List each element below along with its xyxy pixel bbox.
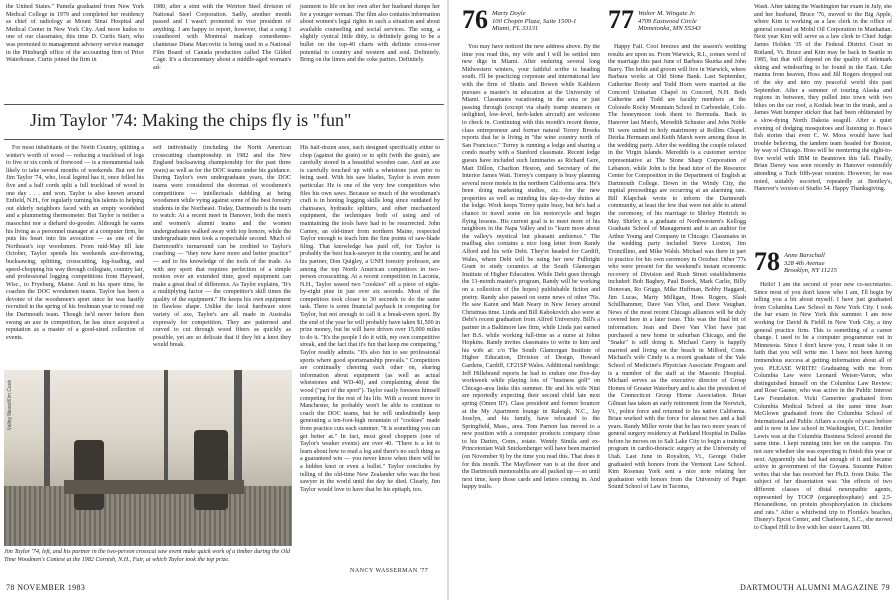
- article-column-2: self individually (including the North American crosscutting championship in 1982 and the New England bucksawing championship for the past three years) as well as for the DOC teams under his guidance. During Taylor's own undergraduate years, the DOC teams were considered the doormat of woodsmen's competitions — intellectuals dabbling at being woodsmen while vying against some of the best forestry students in the Northeast. Today, Dartmouth is the team to watch: At a recent meet in Hanover, both the men's and women's alumni teams and the women undergraduates walked away with top honors, while the undergraduate men took a respectable second. Much of Dartmouth's turnaround can be credited to Taylor's coaching — "they now have more and better practice" — and to his knowledge of the tools of the trade. As with any sport that requires perfection of a simple motion over an extended time, good equipment can make a great deal of difference. As Taylor explains, "It's a multiplying factor — the competitor's skill times the quality of the equipment." He keeps his own equipment in flawless shape. Unlike the local hardware store variety of axe, Taylor's are all made in Australia expressly for competition. They are patterned and curved to cut through wood fibers as quickly as possible, yet are so delicate that if they hit a knot they would break.: [153, 145, 291, 349]
- article-column-3: His half-dozen axes, each designed specifically either to chop (against the grain) or to split (with the grain), are carefully stored in a beautiful wooden case. And an axe is carefully touched up with a whetstone just prior to being used. With his saw blades, Taylor is even more particular. He is one of the very few competitors who files his own saws. Because so much of the woodsman's craft is in honing logging skills long since outdated by chainsaws, hydraulic splitters, and other mechanized equipment, the techniques both of using and of maintaining the tools have had to be resurrected. John Carney, an old-timer from northern Maine, respected Taylor enough to teach him the fine points of saw-blade filing. That knowledge has paid off, for Taylor is probably the best buck-sawyer in the country, and he and his partner, Don Quigley, a UNH forestry professor, are among the top North American competitors in two-person crosscutting. At a recent competition in Laconia, N.H., Taylor sawed two "cookies" off a piece of eight-by-eight pine in just over six seconds. Most of the competitors took closer to 30 seconds to do the same task. There is some financial payback in competing for Taylor, but not enough to call it a break-even sport. By the end of the year he will probably have taken $1,500 in prize money, but he will have driven over 15,000 miles to do it. "It's the people I do it with, my own competitive streak, and the fact that it's fun that keep me competing," Taylor readily admits. "It's also fun to see professional sports where good sportsmanship prevails." Competitors are continually cheering each other on, sharing information about equipment (as well as actual whetstones and WD-40), and complaining about the wood ("part of the sport"). Taylor easily foresees himself competing for the rest of his life. With a recent move to Manchester, he probably won't be able to continue to coach the DOC teams, but he will undoubtedly keep generating a ten-foot-high mountain of "cookies" made from practice cuts each summer. "It is something you can get better at." In fact, most good choppers (one of Taylor's weaker events) are over 40. "There is a lot to learn about how to read a log and there's no such thing as a guaranteed win — you never know when there will be a hidden knot or even a bullet." Taylor concludes by telling of the old-time New Zealander who was the best sawyer in the world until the day he died. Clearly, Jim Taylor would love to have that be his epitaph, too.: [300, 145, 440, 493]
- page-folio: 78 NOVEMBER 1983: [6, 583, 86, 592]
- class-number: 78: [754, 247, 780, 276]
- class-76-column: You may have noticed the new address above. By the time you read this, my wife and I will be settled into new digs in Miami. After enduring several long Midwestern winters, your faithful scribe is heading south. I'll be practicing corporate and international law with the firm of Shutts and Bowen while Kathleen pursues a master's in education at the University of Miami. Classmates vacationing in the area or just passing through (except via shady tramp steamers or unlighted, low-level, herb-laden aircraft) are welcome to check in. Continuing with this month's recent theme, class entrepreneur and former natural Torrey Brooks reports that he is living in "the wine country north of San Francisco." Torrey is running a lodge and sharing a condo nearby with a Stanford classmate. Recent lodge guests have included such luminaries as Richard Gere, Matt Dillon, Charlton Heston, and Secretary of the Interior James Watt. Torrey's company is busy planning several more motels in the northern California area. He's been doing marketing studies, etc. for the new properties as well as minding his day-to-day duties at the lodge. Work keeps Torrey quite busy, but he's had a chance to travel some on his motorcycle and begin flying lessons. His current goal is to meet more of his neighbors in the Napa Valley and to "learn more about the valley's mystical but pleasant ambience." The mailbag also contains a nice long letter from Randy Alford and his wife Debi. They're headed for Cardiff, Wales, where Debi will be using her new Fulbright Grant to study ceramics at the South Glamorgan Institute of Higher Education. While Debi goes through the 13-month master's program, Randy will be working on a collection of (he hopes) publishable fiction and poetry. Randy also passed on some news of other '76s. He saw Karen and Matt Neary in New Jersey around Christmas time. Linda and Bill Kabokovich also were at Debi's recent graduation from Alfred University. Bill's a partner in a Baltimore law firm, while Linda just earned her B.S. while working full-time as a nurse at Johns Hopkins. Randy invites classmates to write to him and his wife at: c/o The South Glamorgan Institute of Higher Education, Division of Design, Howard Gardens, Cardiff, CF21SP Wales. Additional ramblings: Jeff Hillebrand reports he had to endure one five-day workweek while playing lots of "business golf" on Chicago-area links this summer. He and his wife Nini are reportedly expecting their second child late next spring (Omen II?). Class president and former bouncer at the My Apartment lounge in Raleigh, N.C., Jay Joselyn, and his family, have relocated to the Springfield, Mass., area. Tom Parnon has moved to a new position with a computer products company close to his Darien, Conn., estate. Wendy Simila and ex-Princetonian Walt Snickenberger will have been married (on November 9) by the time you read this. That does it for this month. The Mayflower van is at the door and the Dartmouth memorabilia are all packed up — so until next time, keep those cards and letters coming in. And happy trails.: [462, 44, 600, 491]
- class-78-column: Hello! I am the second of your new co-secretaries. Since most of you don't know who I am, I'll begin by telling you a bit about myself. I have just graduated from Columbia Law School in New York City. I took the bar exam in New York this summer. I am now working for David & Fieldl in New York City, a tiny general practice firm. This is something of a career change. I used to be a computer programmer out in Minnesota. Since I don't know you, I must take it on faith that you will write me. I have not been having tremendous success at getting information about all of you. PLEASE WRITE! Graduating with me from Columbia Law were Leonard Weiser-Varon, who distinguished himself on the Columbia Law Review; and Rose Gasner, who was active in the Public Interest Law Foundation. Vicki Camerino graduated from Columbia Medical School at the same time Joan McGlown graduated from the Columbia School of International and Public Affairs a couple of years before and is now in law school in Washington, D.C. Jennifer Lewis was at the Columbia Business School around the same time. I kept running into her on the campus. I'm not sure whether she was expecting to finish this year or next. Apparently she had had enough of it and became active in government of the Guyana. Suzanne Patton writes that she has received her Ph.D. from Duke. The subject of her dissertation was "the effects of two different classes of distal neuropathic agents, represented by TOCP (organophosphate) and 2,5-Hexanedione, on protein phosphorylation in chickens and rats." After a whirlwind trip to Florida's beaches, Disney's Epcot Center, and Charleston, S.C., she moved to Chapel Hill to live with her sister Lauren '80.: [754, 282, 892, 531]
- class-76-header: [462, 5, 577, 34]
- class-77-header: [608, 5, 701, 34]
- author-byline: NANCY WASSERMAN '77: [350, 568, 429, 574]
- page-gutter: [447, 0, 449, 600]
- class-secretary: Walter M. Wingate Jr. 4709 Eastwood Circle Minnetonka, MN 55343: [638, 10, 701, 33]
- article-headline: Jim Taylor '74: Making the chips fly is "fun": [30, 110, 352, 130]
- column-text: justment to life on her own after her husband dumps her for a younger woman. The film also contains information about women's legal rights in such a situation and about available counseling and social services. The song, a slightly cynical little ditty, is definitely going to be a bullet on the top-40 charts with definite cross-over potential to country and western and soul. Definitely. Bring on the limos and the coke parties. Definitely.: [300, 4, 440, 64]
- class-secretary: Marty Doyle 100 Chopin Plaza, Suite 1500-1 Miami, FL 33131: [492, 10, 577, 33]
- class-78-header: [754, 247, 837, 276]
- divider: [4, 104, 444, 105]
- article-photo: [4, 370, 292, 546]
- article-column-1: For most inhabitants of the North Country, splitting a winter's worth of wood — reducing a trackload of logs to five or six cords of firewood — is a monumental task likely to take several months of weekends. But not for Jim Taylor '74, who, local legend has it, once felled his five and a half cords split a full truckload of wood in one day . . . and won. Taylor is also known around Enfield, N.H., for regularly turning his talents to helping out elderly neighbors faced with an empty woodshed and a plummeting thermometer. But Taylor is neither a masochist nor a diehard do-gooder. Although he earns his living as a personnel manager at a computer firm, he puts his heart into his avocation — as one of the Northeast's top woodsmen. From mid-May till late October, Taylor spends his weekends axe-throwing, bucksawing, splitting, crosscutting, log-loading, and speed-chopping his way through collegiate, country fair, and professional logging competitions from Hayward, Wisc., to Fryeburg, Maine. And in his spare time, he coaches the DOC woodsmen teams. Taylor has been a devotee of the woodsmen's sport since he was hastily recruited in the spring of his freshman year to round out the Dartmouth team. Though he'd never before then swung an axe in competition, he has since acquired a reputation as a master of a good-sized collection of events.: [6, 145, 144, 341]
- divider: [4, 139, 444, 140]
- class-77-column: Happy Fall. Cool breezes and the season's wedding results are upon us. From Warwick, R.I., comes word of the marriage this past June of Barbara Skurka and John Barry. The bride and groom will live in Warwick, where Barbara works at Old Stone Bank. Last September, Catherine Booty and Todd Horn were married at the Concord Unitarian Chapel in Concord, N.H. Both Catherine and Todd are faculty members at the Colorado Rocky Mountain School in Carbondale, Colo. The honeymoon took them to Bermuda. Back in Hanover last March, Meredith Schuster and John Noble '81 were united in holy matrimony at Rollins Chapel. Deirka Hermann and Keith Marsh were among those in the wedding party. After the wedding the couple relaxed in the Virgin Islands. Meredith is a customer service representative at The Stone Sharp Corporation of Lebanon, while John is the head tutor of the Resource Center for Composition in the Department of English at Dartmouth College. Down in the Windy City, the nuptial proceedings are occurring at an alarming rate. Bill Klapchak wrote to inform the Dartmouth community, at least the few that were not able to attend the ceremony, of his marriage to Shirley Hettrich in May. Shirley is a graduate of Northwestern's Kellogg Graduate School of Management and is an auditor for Arthur Young and Company in Chicago. Classmates in the wedding party included Steve Loxton, Jim Tronzillino, and Mike Walsh. Michael was there in part to practice for his own ceremony in October. Other '77s who were present for the weekend's instant economic recovery of Division and Rush Street establishments included: Bob Baghey, Paul Boeck, Mark Carlie, Billy Donovan, Ro Griggs, Mike Huffman, Bobby Haggard, Jim Lucas, Marty Milligan, Hoss Rogers, Slash Schillhammer, Dave Van Vliet, and Dave Vaughan. News of the most recent Chicago alliances will be duly covered here in a later issue. This was the final bit of information. Jean and Dave Van Vliet have just purchased a new home in suburban Chicago, and the "Snake" is still doing it. Michael Carey is happily married and living on the beach in Milford, Conn. Michael's wife Cindy is a recent graduate of the Yale School of Medicine's Physician Associate Program and is a member of the staff at the Masonic Hospital. Michael serves as the executive director of Group Homes of Greater Waterbury and is also the president of the Connecticut Group Home Association. Brian Gilman has taken an early retirement from the Norwich, Vt., police force and returned to his native California. Brian worked with the force for almost two and a half years. Randy Miller wrote that he has two more years of general surgery residency at Parkland Hospital in Dallas before he moves on to Salt Lake City to begin a training program in cardio-thoracic surgery at the University of Utah. Last June in Royalton, Vt., George Ostler graduated with honors from the Vermont Law School. Kim Rosenau York sent a nice note relating her graduation with honors from the University of Puget Sound School of Law in Tacoma,: [608, 44, 746, 491]
- page-folio: DARTMOUTH ALUMNI MAGAZINE 79: [739, 583, 890, 592]
- column-text: the United States." Pamela graduated from New York Medical College in 1979 and completed her residency as chief of radiology at Mount Sinai Hospital and Medical Center in New York City. And more kudos to one of our classmates, this time D. Curtis Starr, who was promoted to management advisory service manager in the Pittsburgh office of the accounting firm of Price Waterhouse. Curtis joined the firm in: [6, 4, 144, 64]
- class-77-continued: Wash. After taking the Washington bar exam in July, she and her husband, Bruce '76, moved to the Big Apple, where Kim is working as a law clerk in the office of general counsel at Mobil Oil Corporation in Manhattan. Next year Kim will serve as a law clerk to Chief Judge James Holden '35 of the Federal District Court in Rutland, Vt. Bruce and Kim may be back in Seattle in 1985, but that will depend on the quality of telemark skiing and windsurfing to be found in the East. Like manna from heaven, Hoss and Jill Rogers dropped out of the sky and into my peaceful world this past September. After a summer of touring Alaska and regions in between, they pulled into town with two bikes on the car roof, a Kodiak bear in the trunk, and a James Watt bumper sticker that had been obliterated by a slow-dying North Dakota seagull. After a quiet evening of dodging mosquitoes and listening to Hoss's fish stories that even C. W. Moss would have had trouble believing, the tandem team headed for Boston, by way of Chicago. Hoss will be reentering the eight-to-five world with IBM in Beantown this fall. Finally, Brian Davey was seen recently in Hanover ostensibly attending a Tuck fifth-year reunion. However, he was noted, suitably escorted, repeatedly at Bentley's, Hanover's version of Studio 54. Happy Thanksgiving.: [754, 4, 892, 193]
- class-number: 76: [462, 5, 488, 34]
- photo-caption: Jim Taylor '74, left, and his partner in the two-person crosscut saw event make quick work of a timber during the Old Time Woodmen's Contest at the 1982 Cornish, N.H., Fair, at which Taylor took the top prize.: [4, 549, 291, 563]
- class-number: 77: [608, 5, 634, 34]
- photo-credit: Valley News/Kim Cook: [7, 380, 13, 431]
- column-text: 1980, after a stint with the Weirton Steel division of National Steel Corporation. Sadly, another month passed and I wasn't promoted to vice president of anything. I am happy to report, however, that a song I coauthored with Montreal madcap comedienne-chanteuse Diana Marcovitz is being used in a National Film Board of Canada production called The Gilded Cage. It's a documentary about a middle-aged woman's ad-: [153, 4, 291, 71]
- class-secretary: Anne Barschall 328 4th Avenue Brooklyn, NY 11215: [784, 252, 837, 275]
